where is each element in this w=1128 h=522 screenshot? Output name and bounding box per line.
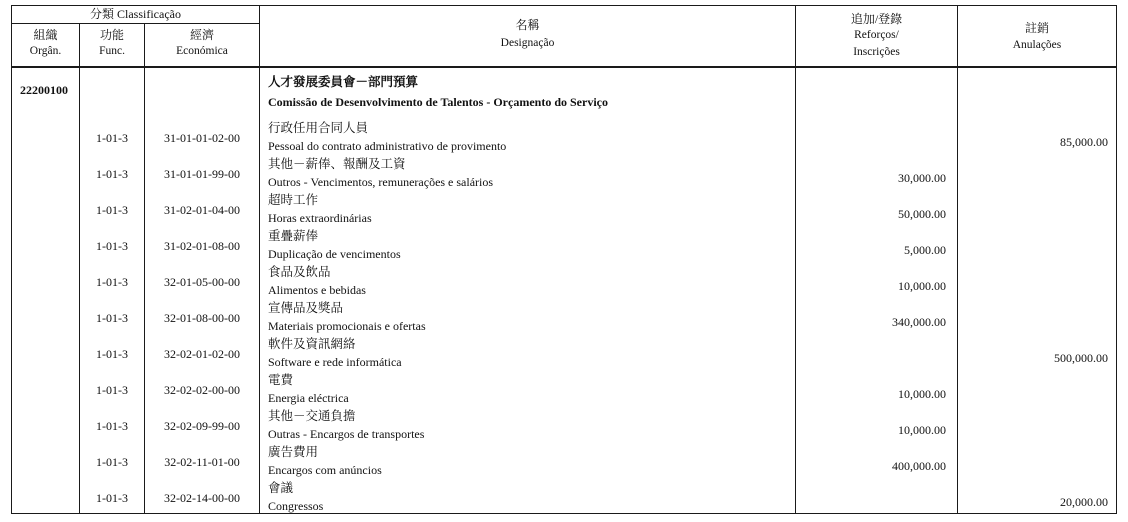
classification-header: 分類 Classificação bbox=[90, 7, 181, 21]
designation-header-pt: Designação bbox=[500, 37, 555, 49]
row-designation-pt: Pessoal do contrato administrativo de provimento bbox=[268, 139, 507, 153]
rule-top bbox=[11, 5, 1117, 6]
anulacao-header-pt: Anulações bbox=[1012, 39, 1062, 51]
row-designation-pt: Outras - Encargos de transportes bbox=[268, 427, 425, 441]
reforco-header-zh: 追加/登錄 bbox=[850, 12, 903, 26]
rule-organ-func bbox=[79, 23, 80, 514]
row-econ-code: 32-02-11-01-00 bbox=[164, 455, 240, 469]
row-anulacao-amount: 500,000.00 bbox=[1054, 351, 1108, 365]
row-econ-code: 32-02-14-00-00 bbox=[164, 491, 240, 505]
row-func-code: 1-01-3 bbox=[96, 419, 128, 433]
row-func-code: 1-01-3 bbox=[96, 491, 128, 505]
func-header-pt: Func. bbox=[99, 45, 125, 57]
row-designation-pt: Materiais promocionais e ofertas bbox=[268, 319, 426, 333]
row-designation-pt: Encargos com anúncios bbox=[268, 463, 382, 477]
row-designation-zh: 宣傳品及獎品 bbox=[268, 301, 344, 315]
rule-class-under bbox=[11, 23, 260, 24]
row-designation-zh: 行政任用合同人員 bbox=[268, 121, 369, 135]
rule-reforco-anul bbox=[957, 5, 958, 514]
row-econ-code: 32-02-09-99-00 bbox=[164, 419, 240, 433]
row-func-code: 1-01-3 bbox=[96, 347, 128, 361]
row-designation-zh: 食品及飲品 bbox=[268, 265, 331, 279]
row-anulacao-amount: 85,000.00 bbox=[1060, 135, 1108, 149]
row-econ-code: 31-02-01-04-00 bbox=[164, 203, 240, 217]
row-designation-pt: Duplicação de vencimentos bbox=[268, 247, 401, 261]
organ-header-zh: 組織 bbox=[33, 28, 58, 42]
row-designation-zh: 其他－交通負擔 bbox=[268, 409, 356, 423]
rule-left bbox=[11, 5, 12, 514]
row-reforco-amount: 10,000.00 bbox=[898, 387, 946, 401]
row-econ-code: 32-01-08-00-00 bbox=[164, 311, 240, 325]
row-designation-zh: 軟件及資訊網絡 bbox=[268, 337, 356, 351]
row-reforco-amount: 5,000.00 bbox=[904, 243, 946, 257]
organ-header-pt: Orgân. bbox=[29, 45, 62, 57]
row-func-code: 1-01-3 bbox=[96, 455, 128, 469]
row-reforco-amount: 400,000.00 bbox=[892, 459, 946, 473]
row-reforco-amount: 10,000.00 bbox=[898, 279, 946, 293]
organ-title-pt: Comissão de Desenvolvimento de Talentos - Orçamento do Serviço bbox=[268, 95, 608, 109]
row-func-code: 1-01-3 bbox=[96, 383, 128, 397]
row-econ-code: 32-01-05-00-00 bbox=[164, 275, 240, 289]
row-func-code: 1-01-3 bbox=[96, 239, 128, 253]
row-anulacao-amount: 20,000.00 bbox=[1060, 495, 1108, 509]
row-func-code: 1-01-3 bbox=[96, 131, 128, 145]
row-designation-pt: Software e rede informática bbox=[268, 355, 402, 369]
organ-code: 22200100 bbox=[20, 83, 68, 97]
reforco-header-pt2: Inscrições bbox=[853, 46, 900, 58]
rule-func-econ bbox=[144, 23, 145, 514]
rule-econ-desig bbox=[259, 5, 260, 514]
row-reforco-amount: 30,000.00 bbox=[898, 171, 946, 185]
row-econ-code: 31-02-01-08-00 bbox=[164, 239, 240, 253]
designation-header-zh: 名稱 bbox=[515, 18, 540, 32]
row-func-code: 1-01-3 bbox=[96, 275, 128, 289]
row-designation-zh: 廣告費用 bbox=[268, 445, 319, 459]
func-header-zh: 功能 bbox=[99, 28, 124, 42]
row-designation-zh: 超時工作 bbox=[268, 193, 319, 207]
row-econ-code: 31-01-01-02-00 bbox=[164, 131, 240, 145]
row-econ-code: 32-02-01-02-00 bbox=[164, 347, 240, 361]
rule-desig-reforco bbox=[795, 5, 796, 514]
reforco-header-pt1: Reforços/ bbox=[854, 29, 899, 41]
row-reforco-amount: 340,000.00 bbox=[892, 315, 946, 329]
row-designation-pt: Congressos bbox=[268, 499, 324, 513]
row-econ-code: 31-01-01-99-00 bbox=[164, 167, 240, 181]
econ-header-zh: 經濟 bbox=[189, 28, 214, 42]
row-econ-code: 32-02-02-00-00 bbox=[164, 383, 240, 397]
econ-header-pt: Económica bbox=[176, 45, 228, 57]
rule-header-bottom bbox=[11, 66, 1117, 68]
row-designation-pt: Alimentos e bebidas bbox=[268, 283, 366, 297]
row-designation-pt: Outros - Vencimentos, remunerações e salários bbox=[268, 175, 494, 189]
row-designation-pt: Energia eléctrica bbox=[268, 391, 349, 405]
row-reforco-amount: 50,000.00 bbox=[898, 207, 946, 221]
row-designation-pt: Horas extraordinárias bbox=[268, 211, 372, 225]
organ-title-zh: 人才發展委員會－部門預算 bbox=[268, 75, 419, 89]
row-func-code: 1-01-3 bbox=[96, 203, 128, 217]
row-designation-zh: 其他－薪俸、報酬及工資 bbox=[268, 157, 406, 171]
row-designation-zh: 重疊薪俸 bbox=[268, 229, 319, 243]
rule-right bbox=[1116, 5, 1117, 514]
anulacao-header-zh: 註銷 bbox=[1024, 21, 1049, 35]
row-func-code: 1-01-3 bbox=[96, 311, 128, 325]
row-designation-zh: 會議 bbox=[268, 481, 294, 495]
row-designation-zh: 電費 bbox=[268, 373, 294, 387]
rule-bottom bbox=[11, 513, 1117, 514]
row-func-code: 1-01-3 bbox=[96, 167, 128, 181]
row-reforco-amount: 10,000.00 bbox=[898, 423, 946, 437]
